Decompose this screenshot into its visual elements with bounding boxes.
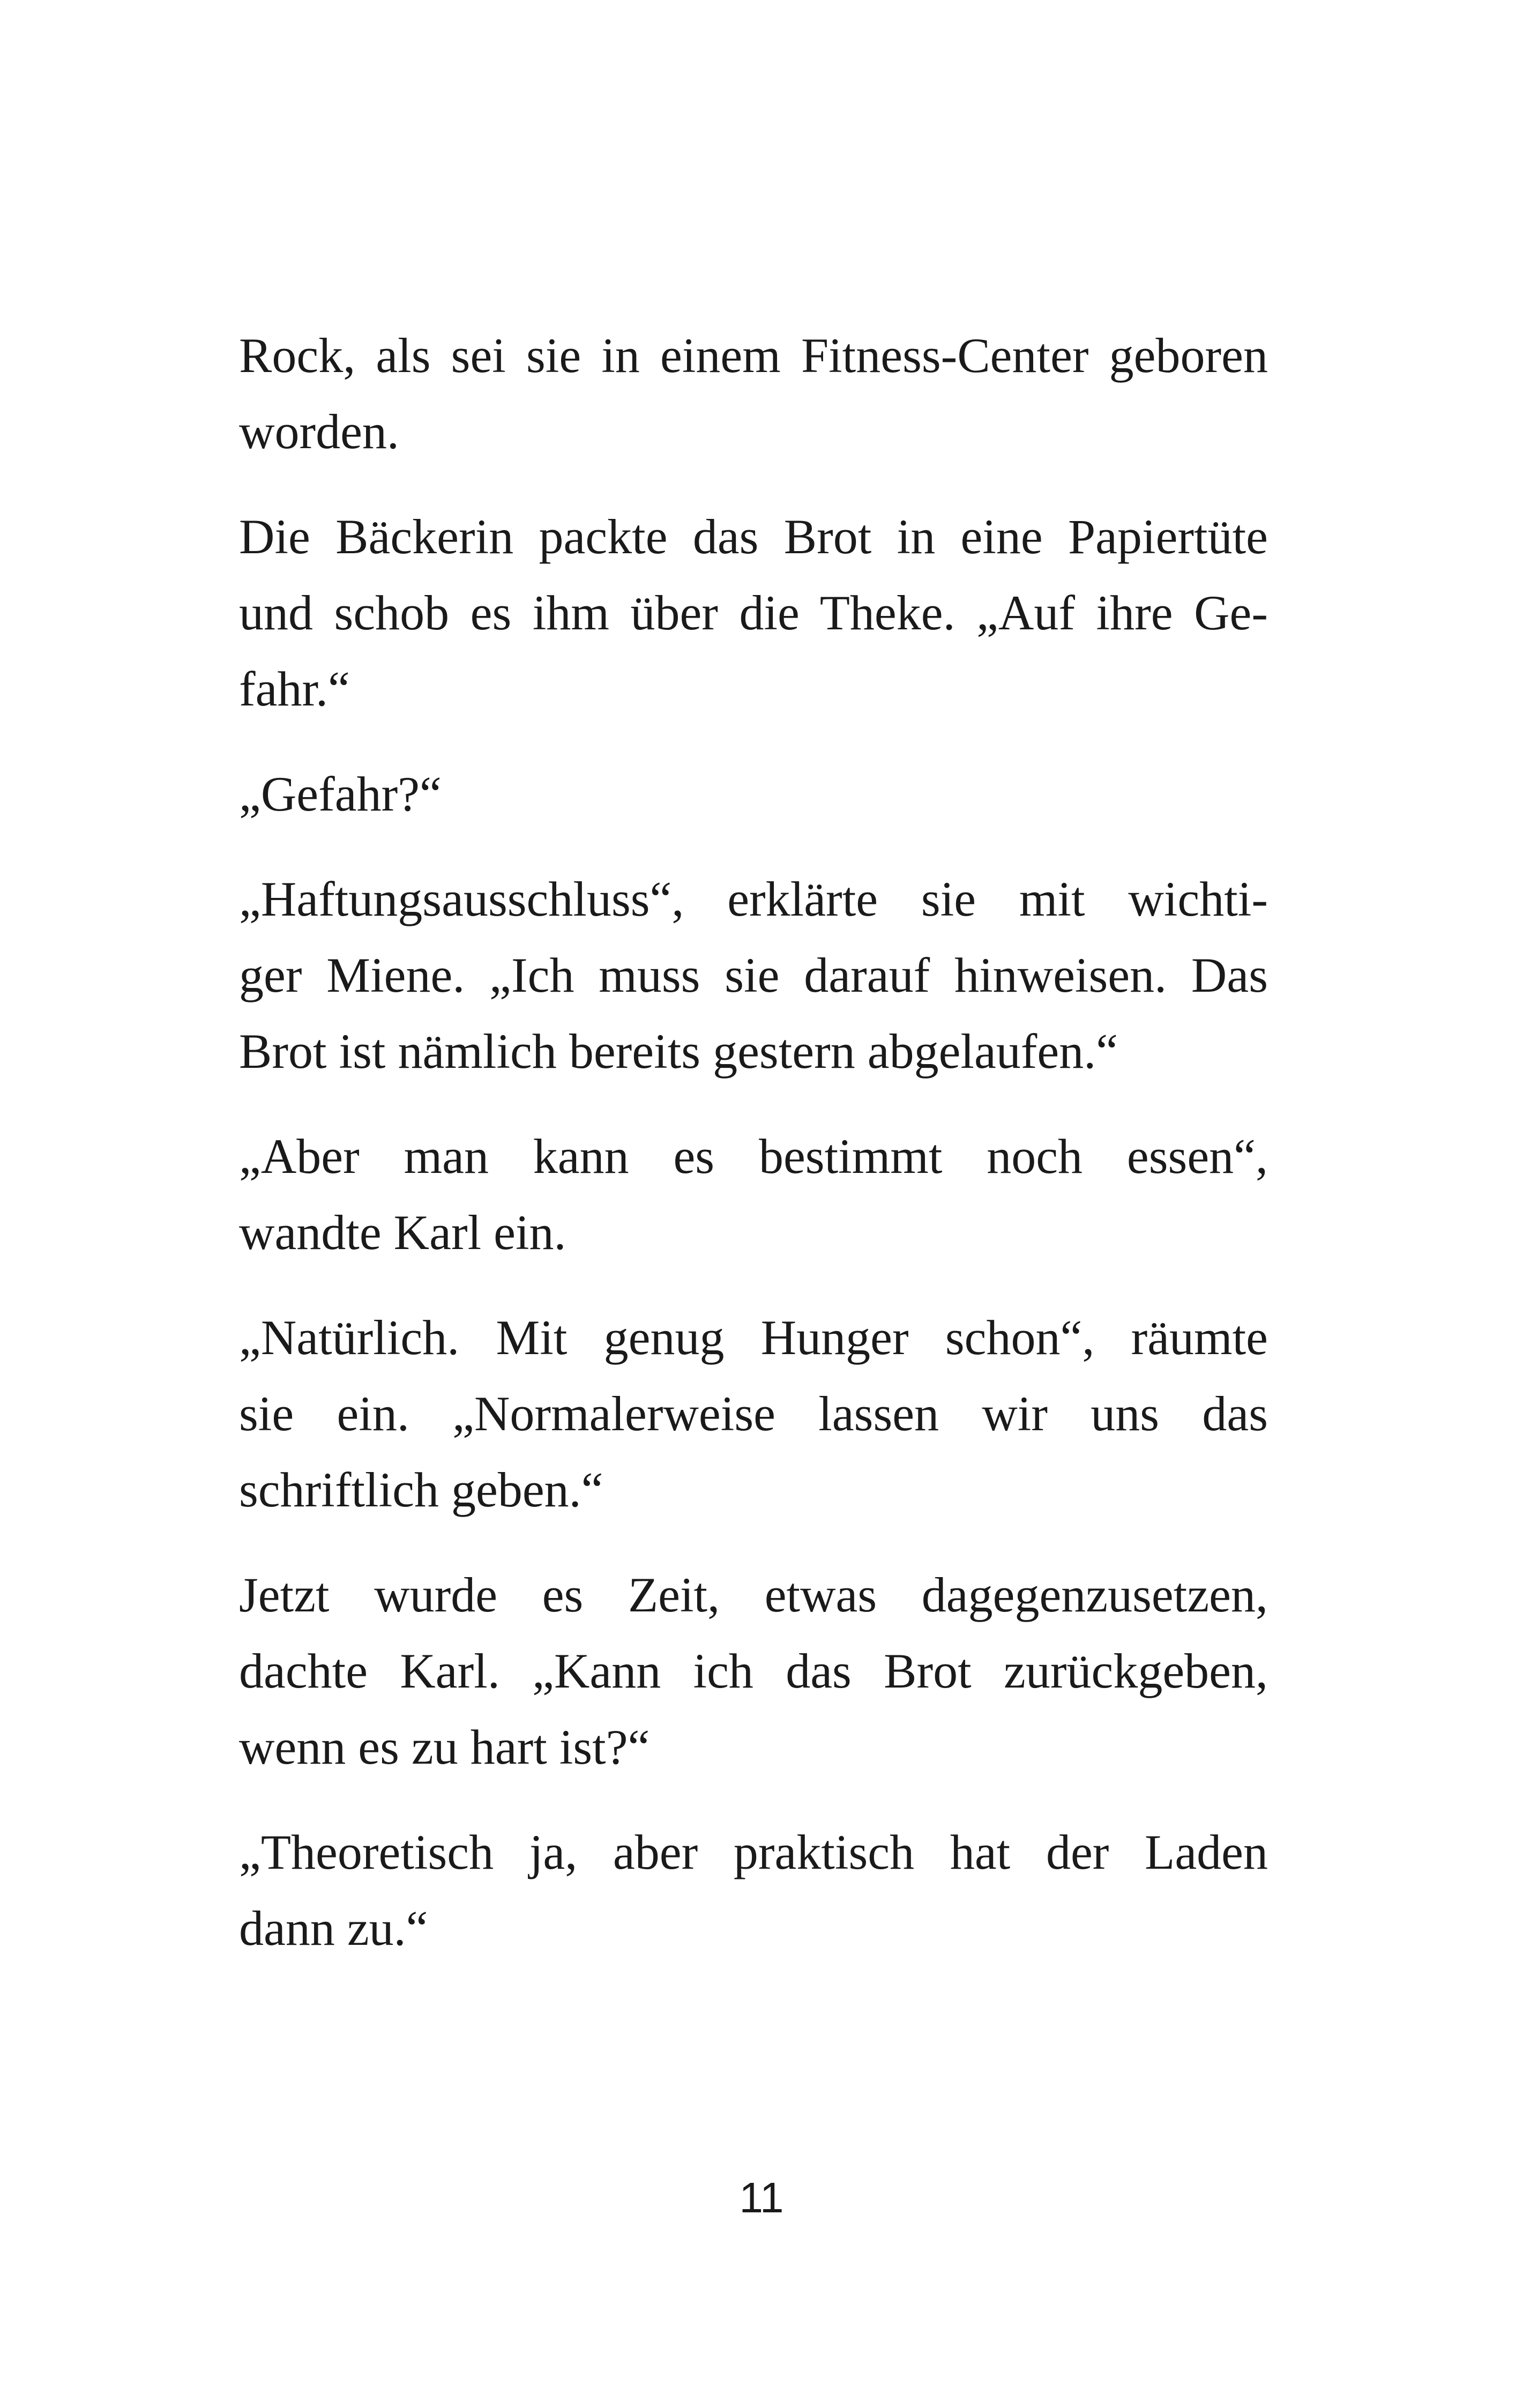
text-line: dachte Karl. „Kann ich das Brot zurückgeben, [239,1644,1268,1698]
text-line: Jetzt wurde es Zeit, etwas dagegenzusetzen, [239,1567,1268,1622]
text-line: „Aber man kann es bestimmt noch essen“, [239,1129,1268,1184]
text-line: worden. [239,404,399,459]
text-line: „Gefahr?“ [239,767,442,821]
text-line: Die Bäckerin packte das Brot in eine Papiertüte [239,509,1268,564]
text-line: „Theoretisch ja, aber praktisch hat der Laden [239,1825,1268,1879]
paragraph-5 [239,1118,1268,1270]
text-line: dann zu.“ [239,1901,428,1956]
paragraph-3 [239,756,1268,832]
paragraph-2 [239,499,1268,727]
text-line: fahr.“ [239,662,350,716]
text-line: und schob es ihm über die Theke. „Auf ihre Ge- [239,585,1268,640]
text-line: wenn es zu hart ist?“ [239,1720,650,1774]
text-line: sie ein. „Normalerweise lassen wir uns das [239,1386,1268,1441]
paragraph-6 [239,1299,1268,1528]
paragraph-8 [239,1814,1268,1966]
paragraph-4 [239,861,1268,1089]
text-line: Rock, als sei sie in einem Fitness-Center geboren [239,328,1268,383]
text-line: „Haftungsausschluss“, erklärte sie mit wichti- [239,872,1268,926]
paragraph-1 [239,317,1268,470]
text-line: „Natürlich. Mit genug Hunger schon“, räumte [239,1310,1268,1365]
text-line: schriftlich geben.“ [239,1462,603,1517]
page-number: 11 [739,2174,784,2221]
body-text [239,317,1268,1995]
text-line: Brot ist nämlich bereits gestern abgelaufen.“ [239,1024,1118,1079]
paragraph-7 [239,1557,1268,1785]
text-line: ger Miene. „Ich muss sie darauf hinweisen. Das [239,948,1268,1002]
text-line: wandte Karl ein. [239,1205,566,1260]
